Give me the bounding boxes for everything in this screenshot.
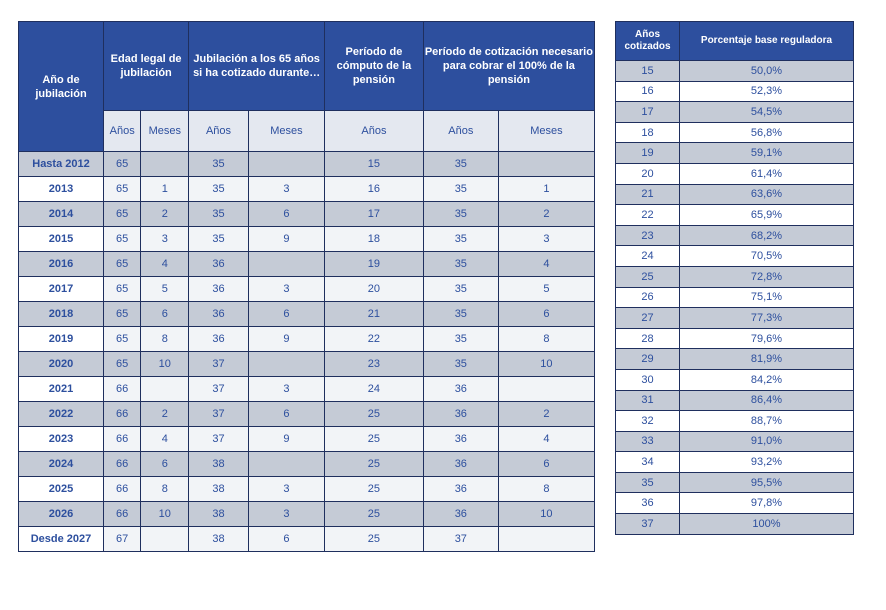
years-contributed-cell: 20 — [616, 163, 680, 184]
legal-age-months-cell: 8 — [141, 327, 189, 352]
full-years-cell: 35 — [423, 152, 498, 177]
years-contributed-cell: 36 — [616, 493, 680, 514]
table-row — [19, 502, 595, 527]
legal-age-years-cell: 66 — [104, 427, 141, 452]
period-cell: 24 — [325, 377, 424, 402]
legal-age-months-cell: 1 — [141, 177, 189, 202]
percentage-cell: 70,5% — [680, 246, 854, 267]
year-cell: 2014 — [19, 202, 104, 227]
legal-age-years-cell: 65 — [104, 177, 141, 202]
year-cell: 2016 — [19, 252, 104, 277]
years-contributed-cell: 25 — [616, 266, 680, 287]
header-computation-period: Período de cómputo de la pensión — [325, 22, 424, 111]
table-row — [616, 514, 854, 535]
table-row — [616, 472, 854, 493]
early-years-cell: 37 — [189, 402, 249, 427]
years-contributed-cell: 30 — [616, 369, 680, 390]
legal-age-years-cell: 66 — [104, 402, 141, 427]
table-row — [616, 143, 854, 164]
full-years-cell: 35 — [423, 327, 498, 352]
subheader-period-years: Años — [325, 111, 424, 152]
years-contributed-cell: 34 — [616, 452, 680, 473]
percentage-cell: 59,1% — [680, 143, 854, 164]
early-years-cell: 38 — [189, 452, 249, 477]
table-row — [616, 349, 854, 370]
percentage-cell: 75,1% — [680, 287, 854, 308]
percentage-cell: 86,4% — [680, 390, 854, 411]
period-cell: 18 — [325, 227, 424, 252]
percentage-cell: 81,9% — [680, 349, 854, 370]
table-row — [19, 227, 595, 252]
early-months-cell — [248, 452, 324, 477]
early-months-cell: 3 — [248, 502, 324, 527]
header-legal-age: Edad legal de jubilación — [104, 22, 189, 111]
period-cell: 21 — [325, 302, 424, 327]
percentage-cell: 79,6% — [680, 328, 854, 349]
full-years-cell: 35 — [423, 252, 498, 277]
early-years-cell: 36 — [189, 302, 249, 327]
full-months-cell: 4 — [498, 252, 594, 277]
years-contributed-cell: 21 — [616, 184, 680, 205]
legal-age-months-cell: 6 — [141, 302, 189, 327]
percentage-cell: 65,9% — [680, 205, 854, 226]
period-cell: 17 — [325, 202, 424, 227]
legal-age-months-cell: 3 — [141, 227, 189, 252]
legal-age-months-cell: 10 — [141, 502, 189, 527]
years-contributed-cell: 19 — [616, 143, 680, 164]
percentage-cell: 91,0% — [680, 431, 854, 452]
period-cell: 25 — [325, 502, 424, 527]
year-cell: 2013 — [19, 177, 104, 202]
full-months-cell — [498, 527, 594, 552]
full-months-cell — [498, 152, 594, 177]
full-months-cell: 1 — [498, 177, 594, 202]
years-contributed-cell: 32 — [616, 411, 680, 432]
full-months-cell: 8 — [498, 327, 594, 352]
full-months-cell: 2 — [498, 202, 594, 227]
full-months-cell: 6 — [498, 452, 594, 477]
table-row — [616, 266, 854, 287]
early-years-cell: 37 — [189, 427, 249, 452]
period-cell: 16 — [325, 177, 424, 202]
early-months-cell: 3 — [248, 377, 324, 402]
percentage-cell: 100% — [680, 514, 854, 535]
full-years-cell: 35 — [423, 302, 498, 327]
full-months-cell: 8 — [498, 477, 594, 502]
year-cell: 2024 — [19, 452, 104, 477]
years-contributed-cell: 33 — [616, 431, 680, 452]
table-row — [616, 493, 854, 514]
legal-age-months-cell: 5 — [141, 277, 189, 302]
early-months-cell: 6 — [248, 527, 324, 552]
period-cell: 23 — [325, 352, 424, 377]
early-years-cell: 38 — [189, 502, 249, 527]
year-cell: 2018 — [19, 302, 104, 327]
full-years-cell: 37 — [423, 527, 498, 552]
table-row — [616, 287, 854, 308]
regulatory-base-table — [615, 21, 854, 535]
subheader-legal-age-years: Años — [104, 111, 141, 152]
full-years-cell: 36 — [423, 452, 498, 477]
table-row — [19, 427, 595, 452]
legal-age-years-cell: 66 — [104, 377, 141, 402]
legal-age-months-cell: 8 — [141, 477, 189, 502]
years-contributed-cell: 23 — [616, 225, 680, 246]
early-years-cell: 38 — [189, 527, 249, 552]
legal-age-years-cell: 65 — [104, 227, 141, 252]
years-contributed-cell: 31 — [616, 390, 680, 411]
legal-age-months-cell — [141, 377, 189, 402]
table-row — [616, 411, 854, 432]
years-contributed-cell: 29 — [616, 349, 680, 370]
full-years-cell: 35 — [423, 277, 498, 302]
legal-age-months-cell: 2 — [141, 402, 189, 427]
full-years-cell: 35 — [423, 177, 498, 202]
early-months-cell — [248, 252, 324, 277]
years-contributed-cell: 16 — [616, 81, 680, 102]
full-months-cell: 6 — [498, 302, 594, 327]
period-cell: 25 — [325, 402, 424, 427]
table-row — [19, 452, 595, 477]
full-months-cell: 5 — [498, 277, 594, 302]
early-years-cell: 36 — [189, 277, 249, 302]
year-cell: 2023 — [19, 427, 104, 452]
year-cell: 2019 — [19, 327, 104, 352]
table-row — [616, 61, 854, 82]
table-row — [616, 205, 854, 226]
legal-age-years-cell: 65 — [104, 352, 141, 377]
full-years-cell: 36 — [423, 377, 498, 402]
full-years-cell: 35 — [423, 227, 498, 252]
table-row — [19, 277, 595, 302]
early-months-cell: 3 — [248, 177, 324, 202]
years-contributed-cell: 17 — [616, 102, 680, 123]
table-row — [616, 122, 854, 143]
legal-age-months-cell: 4 — [141, 252, 189, 277]
year-cell: 2022 — [19, 402, 104, 427]
header-full-pension-contribution: Período de cotización necesario para cobrar el 100% de la pensión — [423, 22, 594, 111]
early-months-cell: 3 — [248, 477, 324, 502]
table-row — [19, 527, 595, 552]
legal-age-months-cell — [141, 527, 189, 552]
legal-age-years-cell: 65 — [104, 202, 141, 227]
percentage-cell: 52,3% — [680, 81, 854, 102]
period-cell: 22 — [325, 327, 424, 352]
full-years-cell: 35 — [423, 352, 498, 377]
percentage-cell: 56,8% — [680, 122, 854, 143]
full-years-cell: 36 — [423, 402, 498, 427]
percentage-cell: 77,3% — [680, 308, 854, 329]
header-years-contributed: Años cotizados — [616, 22, 680, 61]
percentage-cell: 97,8% — [680, 493, 854, 514]
subheader-early-years: Años — [189, 111, 249, 152]
early-years-cell: 35 — [189, 177, 249, 202]
early-years-cell: 37 — [189, 352, 249, 377]
legal-age-years-cell: 65 — [104, 277, 141, 302]
table-row — [616, 81, 854, 102]
regulatory-table-body — [616, 61, 854, 535]
legal-age-years-cell: 66 — [104, 477, 141, 502]
table-row — [616, 163, 854, 184]
table-row — [19, 252, 595, 277]
percentage-cell: 88,7% — [680, 411, 854, 432]
legal-age-years-cell: 65 — [104, 302, 141, 327]
year-cell: Desde 2027 — [19, 527, 104, 552]
early-months-cell: 3 — [248, 277, 324, 302]
legal-age-months-cell: 2 — [141, 202, 189, 227]
full-years-cell: 36 — [423, 427, 498, 452]
early-months-cell: 6 — [248, 402, 324, 427]
table-row — [616, 184, 854, 205]
year-cell: Hasta 2012 — [19, 152, 104, 177]
retirement-age-table — [18, 21, 595, 552]
early-months-cell: 9 — [248, 227, 324, 252]
table-row — [616, 390, 854, 411]
table-row — [19, 327, 595, 352]
subheader-full-months: Meses — [498, 111, 594, 152]
early-months-cell: 9 — [248, 327, 324, 352]
legal-age-years-cell: 65 — [104, 327, 141, 352]
early-years-cell: 35 — [189, 227, 249, 252]
table-row — [19, 477, 595, 502]
years-contributed-cell: 22 — [616, 205, 680, 226]
table-row — [616, 308, 854, 329]
years-contributed-cell: 27 — [616, 308, 680, 329]
legal-age-years-cell: 66 — [104, 452, 141, 477]
table-row — [616, 102, 854, 123]
legal-age-months-cell — [141, 152, 189, 177]
early-years-cell: 38 — [189, 477, 249, 502]
full-months-cell: 10 — [498, 502, 594, 527]
period-cell: 25 — [325, 527, 424, 552]
header-regulatory-percentage: Porcentaje base reguladora — [680, 22, 854, 61]
header-year: Año de jubilación — [19, 22, 104, 152]
legal-age-months-cell: 6 — [141, 452, 189, 477]
period-cell: 15 — [325, 152, 424, 177]
percentage-cell: 54,5% — [680, 102, 854, 123]
period-cell: 25 — [325, 452, 424, 477]
full-months-cell: 3 — [498, 227, 594, 252]
legal-age-months-cell: 4 — [141, 427, 189, 452]
period-cell: 20 — [325, 277, 424, 302]
table-row — [616, 452, 854, 473]
legal-age-years-cell: 66 — [104, 502, 141, 527]
full-years-cell: 36 — [423, 502, 498, 527]
percentage-cell: 84,2% — [680, 369, 854, 390]
legal-age-years-cell: 65 — [104, 152, 141, 177]
percentage-cell: 93,2% — [680, 452, 854, 473]
year-cell: 2021 — [19, 377, 104, 402]
early-months-cell — [248, 352, 324, 377]
percentage-cell: 50,0% — [680, 61, 854, 82]
early-years-cell: 36 — [189, 327, 249, 352]
early-months-cell — [248, 152, 324, 177]
years-contributed-cell: 28 — [616, 328, 680, 349]
years-contributed-cell: 26 — [616, 287, 680, 308]
table-row — [19, 377, 595, 402]
full-years-cell: 35 — [423, 202, 498, 227]
full-months-cell: 4 — [498, 427, 594, 452]
year-cell: 2026 — [19, 502, 104, 527]
year-cell: 2025 — [19, 477, 104, 502]
early-months-cell: 6 — [248, 202, 324, 227]
table-row — [616, 431, 854, 452]
table-row — [19, 152, 595, 177]
year-cell: 2020 — [19, 352, 104, 377]
early-years-cell: 36 — [189, 252, 249, 277]
years-contributed-cell: 35 — [616, 472, 680, 493]
table-row — [616, 225, 854, 246]
table-row — [616, 246, 854, 267]
full-years-cell: 36 — [423, 477, 498, 502]
period-cell: 25 — [325, 427, 424, 452]
percentage-cell: 68,2% — [680, 225, 854, 246]
table-row — [616, 369, 854, 390]
percentage-cell: 95,5% — [680, 472, 854, 493]
years-contributed-cell: 24 — [616, 246, 680, 267]
table-row — [19, 352, 595, 377]
years-contributed-cell: 37 — [616, 514, 680, 535]
table-row — [19, 302, 595, 327]
percentage-cell: 72,8% — [680, 266, 854, 287]
early-months-cell: 9 — [248, 427, 324, 452]
years-contributed-cell: 15 — [616, 61, 680, 82]
year-cell: 2015 — [19, 227, 104, 252]
subheader-early-months: Meses — [248, 111, 324, 152]
retirement-table-body — [19, 152, 595, 552]
subheader-full-years: Años — [423, 111, 498, 152]
full-months-cell — [498, 377, 594, 402]
legal-age-months-cell: 10 — [141, 352, 189, 377]
full-months-cell: 2 — [498, 402, 594, 427]
table-row — [19, 177, 595, 202]
year-cell: 2017 — [19, 277, 104, 302]
table-row — [19, 202, 595, 227]
legal-age-years-cell: 65 — [104, 252, 141, 277]
period-cell: 19 — [325, 252, 424, 277]
years-contributed-cell: 18 — [616, 122, 680, 143]
table-row — [616, 328, 854, 349]
period-cell: 25 — [325, 477, 424, 502]
header-early-retirement: Jubilación a los 65 años si ha cotizado durante… — [189, 22, 325, 111]
early-years-cell: 35 — [189, 152, 249, 177]
subheader-legal-age-months: Meses — [141, 111, 189, 152]
full-months-cell: 10 — [498, 352, 594, 377]
early-years-cell: 37 — [189, 377, 249, 402]
early-months-cell: 6 — [248, 302, 324, 327]
percentage-cell: 63,6% — [680, 184, 854, 205]
early-years-cell: 35 — [189, 202, 249, 227]
percentage-cell: 61,4% — [680, 163, 854, 184]
table-row — [19, 402, 595, 427]
legal-age-years-cell: 67 — [104, 527, 141, 552]
